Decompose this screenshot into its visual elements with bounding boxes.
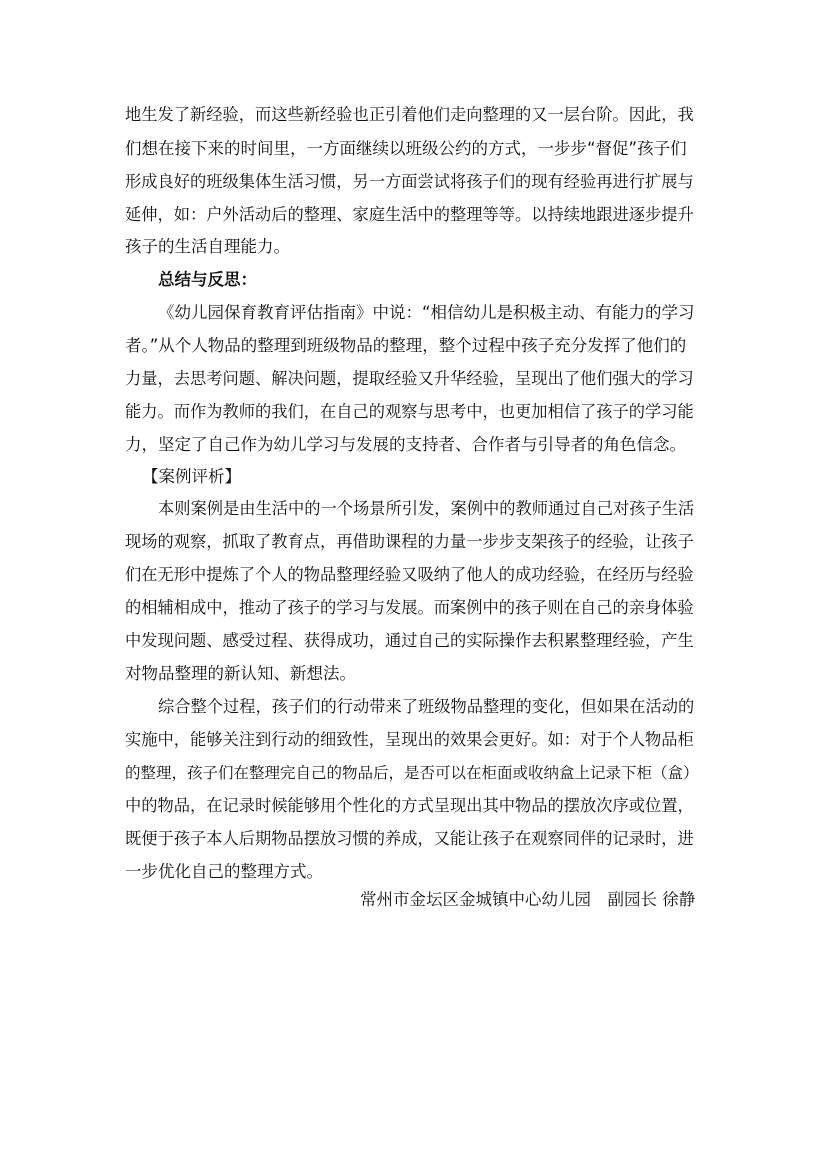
para4-line-5: 既便于孩子本人后期物品摆放习惯的养成，又能让孩子在观察同伴的记录时，进 xyxy=(125,829,694,848)
para1-line-2: 们想在接下来的时间里，一方面继续以班级公约的方式，一步步“督促”孩子们 xyxy=(125,139,687,158)
para2-line-1: 《幼儿园保育教育评估指南》中说：“相信幼儿是积极主动、有能力的学习 xyxy=(158,303,695,322)
para2-line-5: 力，坚定了自己作为幼儿学习与发展的支持者、合作者与引导者的角色信念。 xyxy=(125,435,686,454)
para3-line-2: 现场的观察，抓取了教育点，再借助课程的力量一步步支架孩子的经验，让孩子 xyxy=(125,532,694,551)
para2-line-3: 力量，去思考问题、解决问题，提取经验又升华经验，呈现出了他们强大的学习 xyxy=(125,369,694,388)
para2-line-4: 能力。而作为教师的我们，在自己的观察与思考中，也更加相信了孩子的学习能 xyxy=(125,402,694,421)
para1-line-3: 形成良好的班级集体生活习惯，另一方面尝试将孩子们的现有经验再进行扩展与 xyxy=(125,172,694,191)
para4-line-3: 的整理，孩子们在整理完自己的物品后，是否可以在柜面或收纳盒上记录下柜（盒） xyxy=(125,764,699,782)
para2-line-2: 者。”从个人物品的整理到班级物品的整理，整个过程中孩子充分发挥了他们的 xyxy=(125,336,687,355)
para1-line-5: 孩子的生活自理能力。 xyxy=(125,237,290,256)
section-heading-summary: 总结与反思： xyxy=(158,270,257,289)
para3-line-3: 们在无形中提炼了个人的物品整理经验又吸纳了他人的成功经验，在经历与经验 xyxy=(125,565,694,584)
para3-line-4: 的相辅相成中，推动了孩子的学习与发展。而案例中的孩子则在自己的亲身体验 xyxy=(125,598,694,617)
para4-line-1: 综合整个过程，孩子们的行动带来了班级物品整理的变化，但如果在活动的 xyxy=(158,697,695,716)
para4-line-4: 中的物品，在记录时候能够用个性化的方式呈现出其中物品的摆放次序或位置， xyxy=(125,796,694,815)
para3-line-5: 中发现问题、感受过程、获得成功，通过自己的实际操作去积累整理经验，产生 xyxy=(125,631,694,650)
para1-line-4: 延伸，如：户外活动后的整理、家庭生活中的整理等等。以持续地跟进逐步提升 xyxy=(125,205,694,224)
para3-line-1: 本则案例是由生活中的一个场景所引发，案例中的教师通过自己对孩子生活 xyxy=(158,499,695,518)
author-signature: 常州市金坛区金城镇中心幼儿园 副园长 徐静 xyxy=(360,890,696,909)
para3-line-6: 对物品整理的新认知、新想法。 xyxy=(125,664,356,683)
section-heading-analysis: 【案例评析】 xyxy=(142,467,241,486)
para4-line-2: 实施中，能够关注到行动的细致性，呈现出的效果会更好。如：对于个人物品柜 xyxy=(125,730,694,749)
para1-line-1: 地生发了新经验，而这些新经验也正引着他们走向整理的又一层台阶。因此，我 xyxy=(125,105,694,124)
para4-line-6: 一步优化自己的整理方式。 xyxy=(125,862,323,881)
